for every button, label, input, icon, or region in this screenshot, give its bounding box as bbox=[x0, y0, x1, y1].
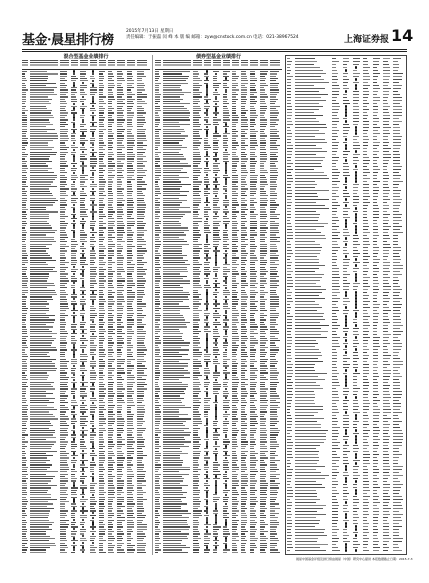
column-header bbox=[60, 60, 69, 66]
page-header bbox=[22, 26, 414, 50]
column-header bbox=[204, 60, 211, 66]
newspaper-masthead: 上海证券报 bbox=[344, 35, 390, 45]
column-header bbox=[90, 60, 97, 66]
column-header bbox=[232, 60, 239, 66]
column-header bbox=[117, 60, 125, 66]
header-meta bbox=[126, 29, 299, 41]
table-row bbox=[22, 551, 150, 554]
column-header bbox=[71, 60, 78, 66]
column-header bbox=[223, 60, 230, 66]
header-rule bbox=[22, 49, 407, 50]
column-header bbox=[99, 60, 106, 66]
column-header bbox=[163, 60, 191, 66]
column-header bbox=[193, 60, 202, 66]
table-cell bbox=[117, 552, 125, 553]
column-header bbox=[250, 60, 258, 66]
column-header bbox=[241, 60, 248, 66]
rating-star-icon bbox=[82, 551, 84, 553]
column-header bbox=[80, 60, 88, 66]
table-cell bbox=[99, 552, 106, 553]
header-rule-thin bbox=[22, 51, 407, 52]
table-cell bbox=[60, 552, 67, 553]
table-cell bbox=[127, 552, 134, 553]
bond-fund-ranking-table bbox=[155, 53, 282, 555]
column-header bbox=[137, 60, 147, 66]
table-cell bbox=[30, 552, 46, 553]
editor-contact: 责任编辑：于振磊 闵 峰 本 版 编 邮箱：zyw@cnstock.com.cn 电话：021-38967524 bbox=[126, 35, 299, 40]
section-title: 基金·晨星排行榜 bbox=[22, 33, 114, 48]
column-header bbox=[108, 60, 115, 66]
table-cell bbox=[90, 552, 96, 553]
column-header bbox=[213, 60, 221, 66]
mixed-fund-ranking-table bbox=[22, 53, 150, 555]
table-cell bbox=[71, 552, 75, 553]
column-header bbox=[260, 60, 268, 66]
issue-date: 2015年7月13日 星期日 bbox=[126, 29, 174, 34]
column-divider bbox=[152, 55, 153, 555]
table-title: 债券型基金业绩排行 bbox=[195, 54, 241, 60]
table-cell bbox=[108, 552, 114, 553]
table-cell bbox=[137, 552, 146, 553]
column-header bbox=[30, 60, 58, 66]
page-number: 14 bbox=[391, 26, 414, 45]
column-header bbox=[155, 60, 161, 66]
table-column-headers bbox=[155, 59, 282, 70]
column-header bbox=[127, 60, 135, 66]
column-header bbox=[270, 60, 280, 66]
table-cell bbox=[22, 552, 26, 553]
table-title: 混合型基金业绩排行 bbox=[63, 54, 109, 60]
column-header bbox=[22, 60, 28, 66]
table-column-headers bbox=[22, 59, 150, 70]
